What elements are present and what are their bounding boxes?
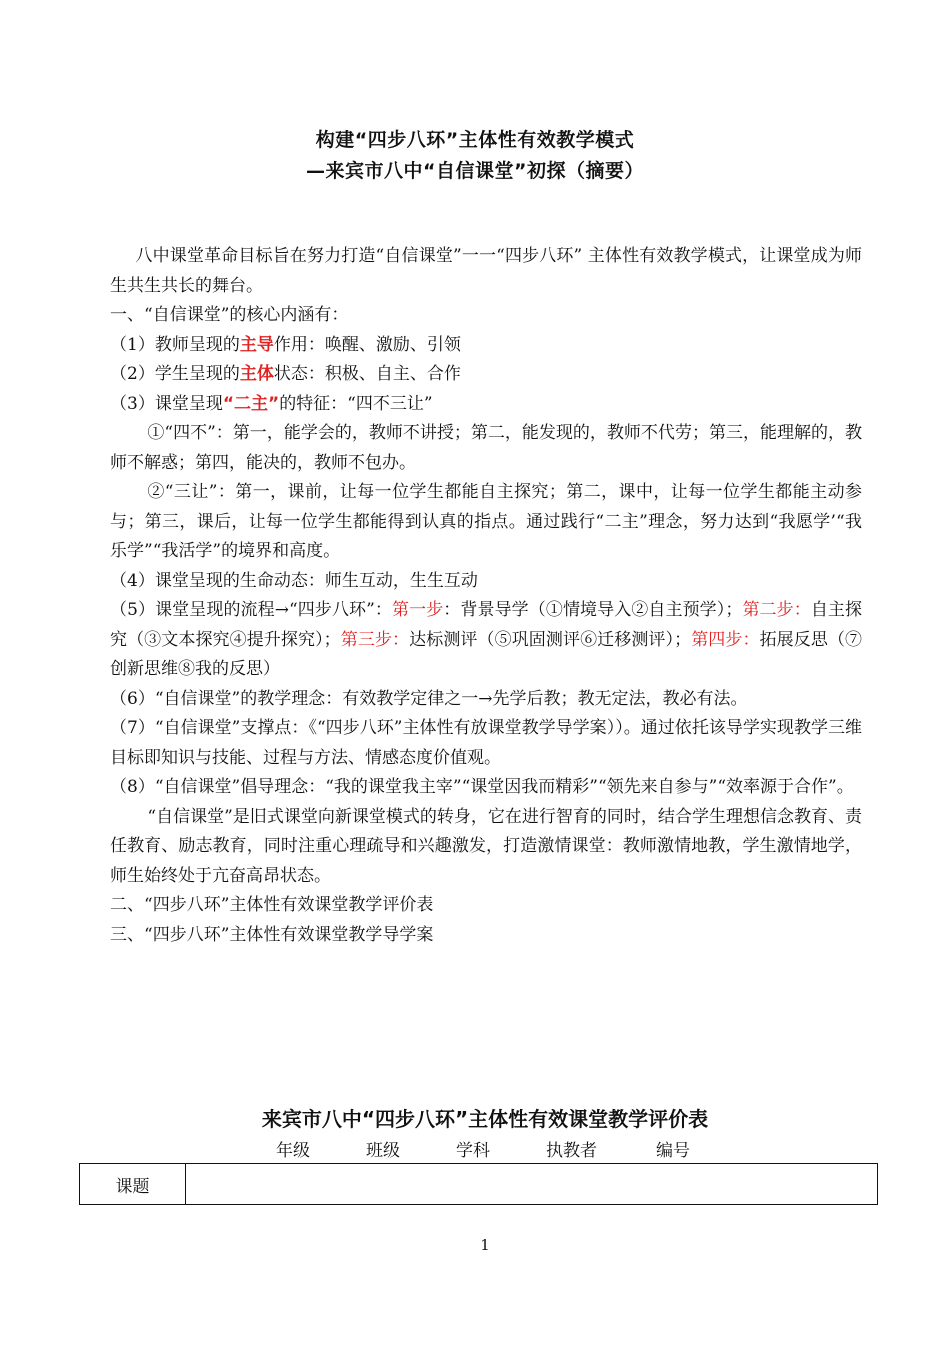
step-4-text: 拓展反思（⑦创新思维⑧我的反思） bbox=[110, 629, 863, 679]
item-8: （8）“自信课堂”倡导理念：“我的课堂我主宰”“课堂因我而精彩”“领先来自参与”“效率源于合作”。 bbox=[110, 777, 854, 797]
item-5-text: （5）课堂呈现的流程→“四步八环”： bbox=[110, 600, 393, 620]
field-number: 编号 bbox=[656, 1141, 690, 1161]
item-3-highlight: “二主” bbox=[222, 393, 280, 414]
step-1-text: ：背景导学（①情境导入②自主预学）； bbox=[443, 600, 743, 620]
item-3b: ②“三让”：第一，课前，让每一位学生都能自主探究；第二，课中，让每一位学生都能主动参与；第三，课后，让每一位学生都能得到认真的指点。通过践行“二主”理念，努力达到“我愿学’“我乐学”“我活学”的境界和高度。 bbox=[110, 482, 862, 561]
step-4-label: 第四步： bbox=[691, 629, 760, 650]
item-3 bbox=[110, 390, 862, 420]
step-3-text: 达标测评（⑤巩固测评⑥迁移测评）； bbox=[409, 629, 692, 650]
step-2-label: 第二步： bbox=[742, 600, 811, 620]
evaluation-form-fields bbox=[276, 1136, 690, 1161]
topic-label-cell: 课题 bbox=[80, 1164, 186, 1204]
item-4: （4）课堂呈现的生命动态：师生互动，生生互动 bbox=[110, 570, 478, 591]
evaluation-form-title: 来宾市八中“四步八环”主体性有效课堂教学评价表 bbox=[261, 1107, 709, 1131]
step-3-label: 第三步： bbox=[340, 629, 410, 650]
section-2-heading: 二、“四步八环”主体性有效课堂教学评价表 bbox=[110, 895, 434, 915]
field-class: 班级 bbox=[366, 1141, 400, 1161]
item-5 bbox=[110, 596, 862, 685]
section-3-heading: 三、“四步八环”主体性有效课堂教学导学案 bbox=[110, 924, 434, 945]
item-3a: ①“四不”：第一，能学会的，教师不讲授；第二，能发现的，教师不代劳；第三，能理解的，教师不解惑；第四，能决的，教师不包办。 bbox=[110, 423, 862, 473]
item-2-text-end: 状态：积极、自主、合作 bbox=[273, 364, 461, 384]
step-1-label: 第一步 bbox=[392, 600, 444, 620]
intro-paragraph: 八中课堂革命目标旨在努力打造“自信课堂”一一“四步八环” 主体性有效教学模式，让课堂成为师生共生共长的舞台。 bbox=[110, 246, 862, 296]
item-3-text-end: 的特征：“四不三让” bbox=[279, 393, 433, 414]
item-1 bbox=[110, 331, 862, 361]
field-subject: 学科 bbox=[456, 1141, 490, 1161]
item-2-text: （2）学生呈现的 bbox=[110, 364, 240, 384]
item-2-highlight: 主体 bbox=[239, 364, 274, 384]
field-teacher: 执教者 bbox=[546, 1141, 597, 1161]
item-1-text: （1）教师呈现的 bbox=[110, 334, 240, 355]
topic-value-cell[interactable] bbox=[186, 1164, 877, 1204]
closing-paragraph: “自信课堂”是旧式课堂向新课堂模式的转身，它在进行智育的同时，结合学生理想信念教育、责任教育、励志教育，同时注重心理疏导和兴趣激发，打造激情课堂：教师激情地教，学生激情地学，师生始终处于亢奋高昂状态。 bbox=[110, 806, 862, 886]
item-1-highlight: 主导 bbox=[239, 334, 274, 355]
step-2-text: 自主探究（③文本探究④提升探究）； bbox=[110, 600, 863, 650]
page-number: 1 bbox=[480, 1236, 490, 1254]
item-7: （7）“自信课堂”支撑点：《“四步八环”主体性有放课堂教学导学案））。通过依托该导学实现教学三维目标即知识与技能、过程与方法、情感态度价值观。 bbox=[110, 718, 862, 768]
item-1-text-end: 作用：唤醒、激励、引领 bbox=[273, 334, 461, 355]
document-subtitle: —来宾市八中“自信课堂”初探（摘要） bbox=[306, 160, 644, 182]
field-grade: 年级 bbox=[276, 1141, 310, 1161]
evaluation-table bbox=[79, 1163, 878, 1205]
item-6: （6）“自信课堂”的教学理念：有效教学定律之一→先学后教；教无定法，教必有法。 bbox=[110, 688, 748, 709]
document-body bbox=[110, 242, 862, 950]
item-2 bbox=[110, 360, 862, 390]
item-3-text: （3）课堂呈现 bbox=[110, 393, 223, 414]
section-1-heading: 一、“自信课堂”的核心内涵有： bbox=[110, 305, 349, 325]
document-title: 构建“四步八环”主体性有效教学模式 bbox=[315, 129, 635, 151]
